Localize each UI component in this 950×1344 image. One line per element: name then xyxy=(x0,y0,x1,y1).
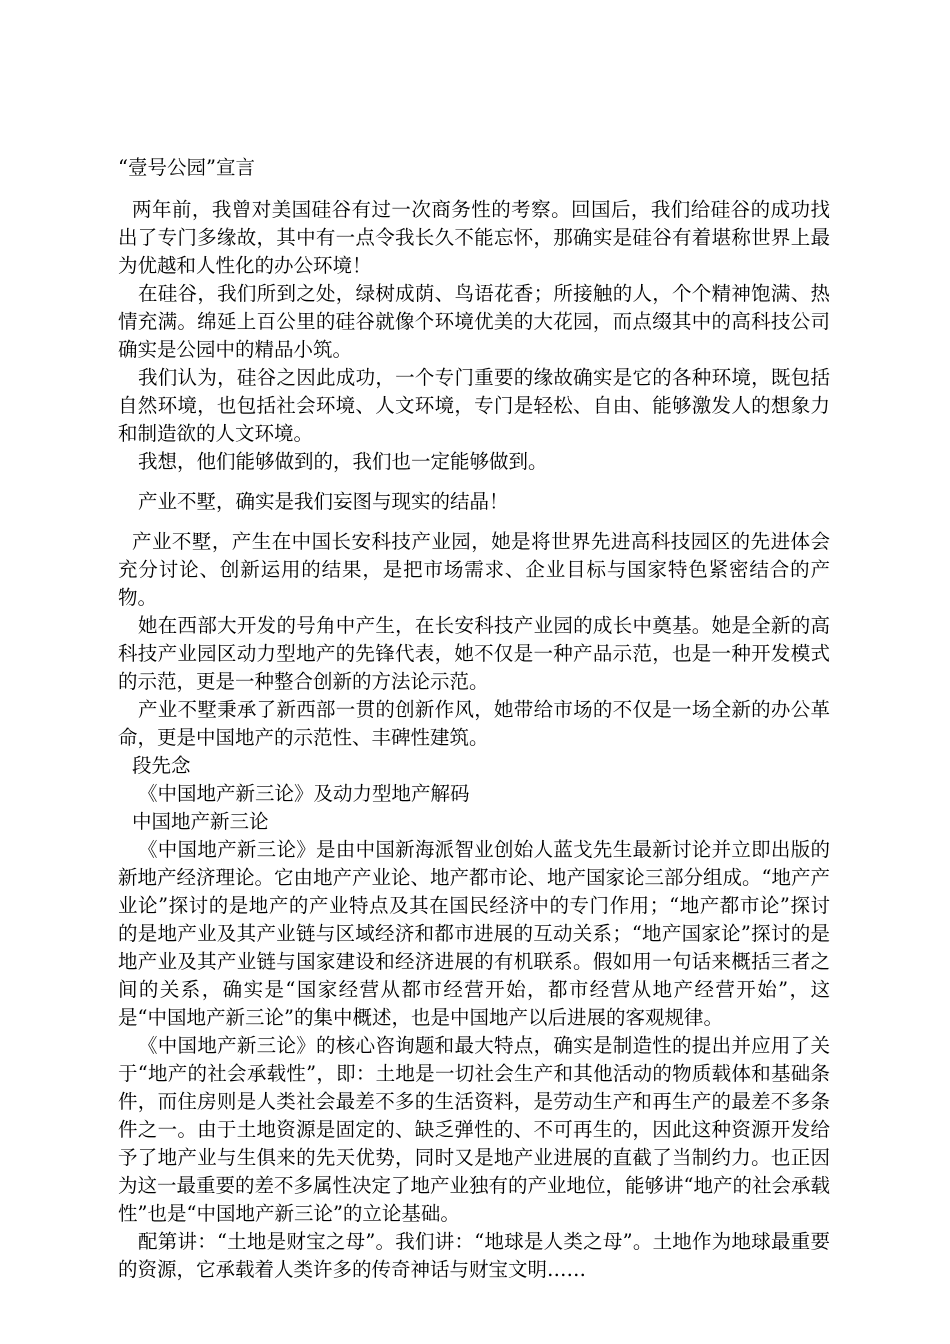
paragraph: 《中国地产新三论》的核心咨询题和最大特点，确实是制造性的提出并应用了关于“地产的社会承载性”，即：土地是一切社会生产和其他活动的物质载体和基础条件，而住房则是人类社会最差不多的生活资料，是劳动生产和再生产的最差不多条件之一。由于土地资源是固定的、缺乏弹性的、不可再生的，因此这种资源开发给予了地产业与生俱来的先天优势，同时又是地产业进展的直截了当制约力。也正因为这一最重要的差不多属性决定了地产业独有的产业地位，能够讲“地产的社会承载性”也是“中国地产新三论”的立论基础。 xyxy=(118,1034,830,1225)
highlight-statement: 产业不墅，确实是我们妄图与现实的结晶！ xyxy=(138,490,509,513)
document-body xyxy=(118,154,830,1284)
paragraph: 两年前，我曾对美国硅谷有过一次商务性的考察。回国后，我们给硅谷的成功找出了专门多缘故，其中有一点令我长久不能忘怀，那确实是硅谷有着堪称世界上最为优越和人性化的办公环境！ xyxy=(118,198,830,277)
paragraph: 产业不墅秉承了新西部一贯的创新作风，她带给市场的不仅是一场全新的办公革命，更是中国地产的示范性、丰碑性建筑。 xyxy=(118,698,830,749)
subsection-heading: 中国地产新三论 xyxy=(132,810,269,833)
paragraph: 配第讲：“土地是财宝之母”。我们讲：“地球是人类之母”。土地作为地球最重要的资源，它承载着人类许多的传奇神话与财宝文明…… xyxy=(118,1230,830,1281)
paragraph: 在硅谷，我们所到之处，绿树成荫、鸟语花香；所接触的人，个个精神饱满、热情充满。绵延上百公里的硅谷就像个环境优美的大花园，而点缀其中的高科技公司确实是公园中的精品小筑。 xyxy=(118,282,830,361)
author-name: 段先念 xyxy=(132,754,191,777)
document-title: “壹号公园”宣言 xyxy=(118,156,255,179)
paragraph: 她在西部大开发的号角中产生，在长安科技产业园的成长中奠基。她是全新的高科技产业园区动力型地产的先锋代表，她不仅是一种产品示范，也是一种开发模式的示范，更是一种整合创新的方法论示范。 xyxy=(118,614,830,693)
paragraph: 《中国地产新三论》是由中国新海派智业创始人蓝戈先生最新讨论并立即出版的新地产经济理论。它由地产产业论、地产都市论、地产国家论三部分组成。“地产产业论”探讨的是地产的产业特点及其在国民经济中的专门作用；“地产都市论”探讨的是地产业及其产业链与区域经济和都市进展的互动关系；“地产国家论”探讨的是地产业及其产业链与国家建设和经济进展的有机联系。假如用一句话来概括三者之间的关系，确实是“国家经营从都市经营开始，都市经营从地产经营开始”，这是“中国地产新三论”的集中概述，也是中国地产以后进展的客观规律。 xyxy=(118,838,830,1029)
paragraph: 我们认为，硅谷之因此成功，一个专门重要的缘故确实是它的各种环境，既包括自然环境，也包括社会环境、人文环境，专门是轻松、自由、能够激发人的想象力和制造欲的人文环境。 xyxy=(118,366,830,445)
paragraph: 产业不墅，产生在中国长安科技产业园，她是将世界先进高科技园区的先进体会充分讨论、创新运用的结果，是把市场需求、企业目标与国家特色紧密结合的产物。 xyxy=(118,530,830,609)
paragraph: 我想，他们能够做到的，我们也一定能够做到。 xyxy=(138,450,548,473)
section-heading: 《中国地产新三论》及动力型地产解码 xyxy=(138,782,470,805)
